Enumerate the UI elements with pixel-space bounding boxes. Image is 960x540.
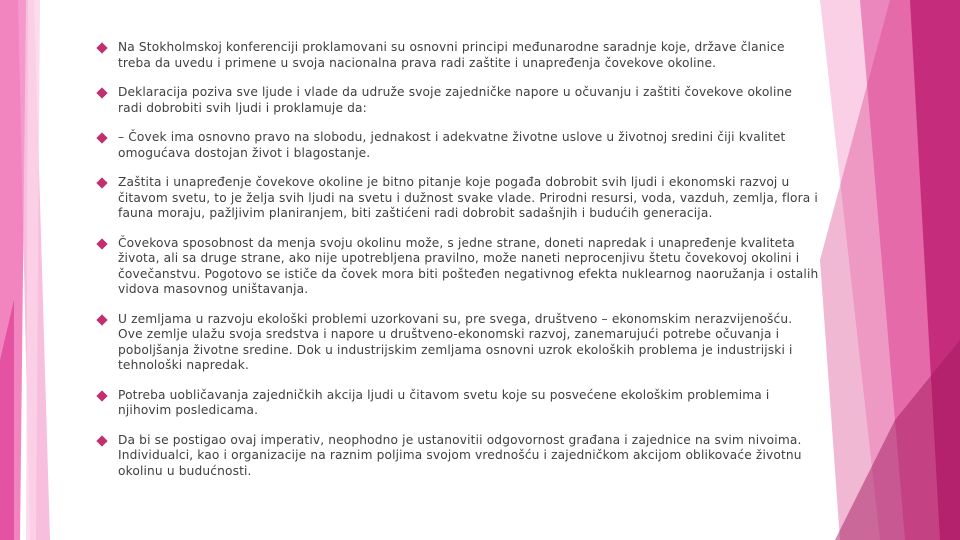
bullet-list xyxy=(96,40,820,479)
diamond-bullet-icon xyxy=(96,87,107,98)
bullet-item-7 xyxy=(96,388,820,419)
bullet-text: Zaštita i unapređenje čovekove okoline je bitno pitanje koje pogađa dobrobit svih ljudi i ekonomski razvoj u čitavom svetu, to je želja svih ljudi na svetu i dužnost svake vlade. Prirodni resursi, voda, vazduh, zemlja, flora i fauna moraju, pažljivim planiranjem, biti zaštićeni radi dobrobit sadašnjih i budućih generacija. xyxy=(118,175,818,220)
bullet-text: Potreba uobličavanja zajedničkih akcija ljudi u čitavom svetu koje su posvećene ekološkim problemima i njihovim posledicama. xyxy=(118,387,770,417)
diamond-bullet-icon xyxy=(96,435,107,446)
bullet-text: Na Stokholmskoj konferenciji proklamovani su osnovni principi međunarodne saradnje koje, države članice treba da uvedu i primene u svoja nacionalna prava radi zaštite i unapređenja čovekove okoline. xyxy=(118,40,785,70)
diamond-bullet-icon xyxy=(96,238,107,249)
bullet-item-1 xyxy=(96,40,820,71)
bullet-text: – Čovek ima osnovno pravo na slobodu, jednakost i adekvatne životne uslove u životnoj sredini čiji kvalitet omogućava dostojan život i blagostanje. xyxy=(118,130,786,160)
diamond-bullet-icon xyxy=(96,177,107,188)
bullet-text: Čovekova sposobnost da menja svoju okolinu može, s jedne strane, doneti napredak i unapređenje kvaliteta života, ali sa druge strane, ako nije upotrebljena pravilno, može naneti neprocenjivu štetu čovekovoj okolini i čovečanstvu. Pogotovo se ističe da čovek mora biti pošteđen negativnog efekta nuklearnog naoružanja i ostalih vidova masovnog uništavanja. xyxy=(118,235,819,296)
bullet-text: Deklaracija poziva sve ljude i vlade da udruže svoje zajedničke napore u očuvanju i zaštiti čovekove okoline radi dobrobiti svih ljudi i proklamuje da: xyxy=(118,85,793,115)
slide-content xyxy=(96,40,820,493)
bullet-item-8 xyxy=(96,433,820,480)
bullet-text: U zemljama u razvoju ekološki problemi uzorkovani su, pre svega, društveno – ekonomskim nerazvijenošću. Ove zemlje ulažu svoja sredstva i napore u društveno-ekonomski razvoj, zanemarujući potrebe očuvanja i poboljšanja životne sredine. Dok u industrijskim zemljama osnovni uzrok ekoloških problema je industrijski i tehnološki napredak. xyxy=(118,311,793,372)
right-decorative-panels xyxy=(820,0,960,540)
bullet-text: Da bi se postigao ovaj imperativ, neophodno je ustanovitii odgovornost građana i zajednice na svim nivoima. Individualci, kao i organizacije na raznim poljima svojom vrednošću i zajedničkom akcijom oblikovaće životnu okolinu u budućnosti. xyxy=(118,432,802,478)
bullet-item-2 xyxy=(96,85,820,116)
diamond-bullet-icon xyxy=(96,132,107,143)
diamond-bullet-icon xyxy=(96,42,107,53)
left-decorative-stripes xyxy=(0,0,80,540)
diamond-bullet-icon xyxy=(96,390,107,401)
bullet-item-3 xyxy=(96,130,820,161)
diamond-bullet-icon xyxy=(96,314,107,325)
bullet-item-4 xyxy=(96,175,820,222)
bullet-item-5 xyxy=(96,236,820,298)
bullet-item-6 xyxy=(96,312,820,374)
